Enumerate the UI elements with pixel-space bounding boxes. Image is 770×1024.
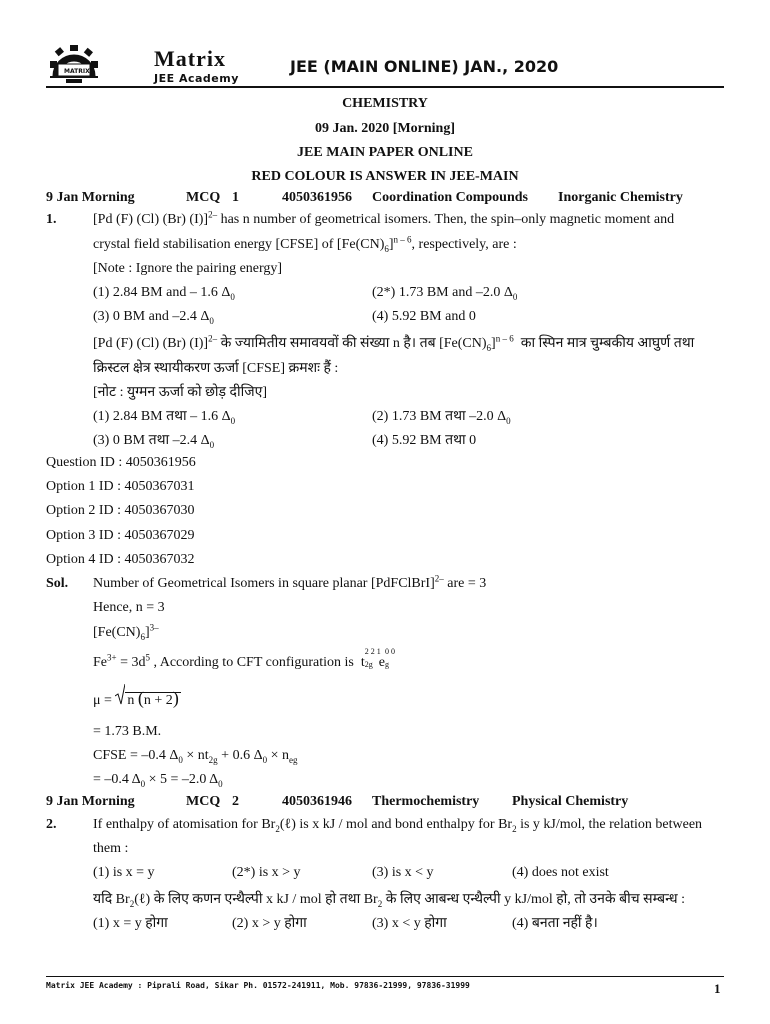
q2-branch: Physical Chemistry bbox=[512, 794, 629, 809]
q1-hindi-line1: [Pd (F) (Cl) (Br) (I)]$^{2-}$ के ज्यामितीय समावयवों की संख्या n है। तब $[Fe(CN)_6]^{n - 6}$ का स्पिन मात्र चुम्बकीय आघुर्ण तथा bbox=[93, 333, 695, 353]
option-4-id: Option 4 ID : 4050367032 bbox=[46, 552, 195, 567]
q1-type: MCQ bbox=[186, 190, 221, 205]
q1-topic: Coordination Compounds bbox=[372, 190, 528, 205]
sqrt-icon bbox=[115, 684, 125, 706]
sol-line5: = 1.73 B.M. bbox=[93, 724, 162, 739]
q2-qno: 2 bbox=[232, 794, 239, 809]
sol-cfse: CFSE = –0.4 $\Delta_0 \times nt_{2g} + 0.6$ $\Delta_0 \times n_{eg}$ bbox=[93, 748, 298, 765]
q2-topic: Thermochemistry bbox=[372, 794, 480, 809]
q2-option-1: (1) is x = y bbox=[93, 865, 155, 880]
paper-title: JEE MAIN PAPER ONLINE bbox=[297, 145, 473, 160]
sol-mu-formula: μ = n (n + 2) bbox=[93, 688, 181, 709]
q1-qno: 1 bbox=[232, 190, 239, 205]
logo-text: MATRIX bbox=[64, 68, 90, 75]
brand-subtitle: JEE Academy bbox=[154, 72, 239, 85]
q1-line2: crystal field stabilisation energy [CFSE] of $[Fe(CN)_6]^{n - 6}$, respectively, are : bbox=[93, 234, 517, 254]
q1-session: 9 Jan Morning bbox=[46, 190, 135, 205]
sol-line4: $Fe^{3+} = 3d^5$ , According to CFT configuration is t 2 2 1 2g e 0 0 g bbox=[93, 647, 395, 670]
q2-option-4: (4) does not exist bbox=[512, 865, 609, 880]
q1-hindi-line2: क्रिस्टल क्षेत्र स्थायीकरण ऊर्जा [CFSE] क्रमशः हैं : bbox=[93, 361, 339, 376]
date-title: 09 Jan. 2020 [Morning] bbox=[315, 121, 455, 136]
q2-hindi-line: यदि $Br_2(\ell)$ के लिए कणन एन्थैल्पी x kJ / mol हो तथा $Br_2$ के लिए आबन्ध एन्थैल्पी y kJ/mol हो, तो उनके बीच सम्बन्ध : bbox=[93, 892, 686, 909]
q2-line1: If enthalpy of atomisation for $Br_2(\ell)$ is x kJ / mol and bond enthalpy for $Br_2$ is y kJ/mol, the relation between bbox=[93, 817, 703, 834]
sol-cfse-result: = –0.4 $\Delta_0 \times 5 = -2.0$ $\Delta_0$ bbox=[93, 772, 223, 789]
q1-option-1: (1) 2.84 BM and – 1.6 $\Delta_0$ bbox=[93, 285, 235, 302]
q2-option-2: (2*) is x > y bbox=[232, 865, 301, 880]
answer-note: RED COLOUR IS ANSWER IN JEE-MAIN bbox=[251, 169, 519, 184]
sol-l1-sup: 2– bbox=[434, 573, 444, 584]
q1-hindi-option-2: (2) 1.73 BM तथा –2.0 $\Delta_0$ bbox=[372, 409, 511, 426]
q1-hindi-option-1: (1) 2.84 BM तथा – 1.6 $\Delta_0$ bbox=[93, 409, 236, 426]
q1-number: 1. bbox=[46, 212, 57, 227]
page-number: 1 bbox=[714, 981, 721, 996]
brand-name: Matrix bbox=[154, 46, 226, 71]
q1-id: 4050361956 bbox=[282, 190, 352, 205]
q1-hindi-option-3: (3) 0 BM तथा –2.4 $\Delta_0$ bbox=[93, 433, 215, 450]
question-id: Question ID : 4050361956 bbox=[46, 455, 196, 470]
q1-hindi-l1-text: के ज्यामितीय समावयवों की संख्या n है। तब [Fe(CN) bbox=[220, 336, 487, 351]
option-3-id: Option 3 ID : 4050367029 bbox=[46, 528, 195, 543]
sol-l1-end: are = 3 bbox=[447, 576, 487, 591]
q1-hindi-l1-end: का स्पिन मात्र चुम्बकीय आघुर्ण तथा bbox=[520, 336, 695, 351]
q2-line2: them : bbox=[93, 841, 129, 856]
footer-text: Matrix JEE Academy : Piprali Road, Sikar Ph. 01572-241911, Mob. 97836-21999, 97836-31999 bbox=[46, 981, 470, 990]
q1-option-2: (2*) 1.73 BM and –2.0 $\Delta_0$ bbox=[372, 285, 518, 302]
gear-logo-icon bbox=[48, 44, 100, 84]
q1-branch: Inorganic Chemistry bbox=[558, 190, 683, 205]
q2-hindi-option-4: (4) बनता नहीं है। bbox=[512, 916, 598, 931]
sol-label: Sol. bbox=[46, 576, 69, 591]
subject-title: CHEMISTRY bbox=[342, 96, 428, 111]
sol-line3: $[Fe(CN)_6]^{3-}$ bbox=[93, 622, 159, 642]
q2-type: MCQ bbox=[186, 794, 221, 809]
q1-option-4: (4) 5.92 BM and 0 bbox=[372, 309, 476, 324]
q1-hindi-option-4: (4) 5.92 BM तथा 0 bbox=[372, 433, 477, 448]
q1-hindi-note: [नोट : युग्मन ऊर्जा को छोड़ दीजिए] bbox=[93, 385, 267, 400]
option-1-id: Option 1 ID : 4050367031 bbox=[46, 479, 195, 494]
q2-session: 9 Jan Morning bbox=[46, 794, 135, 809]
q2-number: 2. bbox=[46, 817, 57, 832]
exam-title: JEE (MAIN ONLINE) JAN., 2020 bbox=[290, 57, 559, 76]
q1-line1: [Pd (F) (Cl) (Br) (I)]$^{2-}$ has n number of geometrical isomers. Then, the spin–only magnetic moment and bbox=[93, 209, 675, 227]
header-rule bbox=[46, 86, 724, 88]
q1-option-3: (3) 0 BM and –2.4 $\Delta_0$ bbox=[93, 309, 214, 326]
sol-line1 bbox=[93, 573, 487, 592]
sol-l1-text: Number of Geometrical Isomers in square planar [PdFClBrI] bbox=[93, 576, 435, 591]
footer-rule bbox=[46, 976, 724, 977]
q2-option-3: (3) is x < y bbox=[372, 865, 434, 880]
q2-hindi-option-2: (2) x > y होगा bbox=[232, 916, 307, 931]
q2-hindi-option-3: (3) x < y होगा bbox=[372, 916, 447, 931]
q2-hindi-option-1: (1) x = y होगा bbox=[93, 916, 168, 931]
q1-note: [Note : Ignore the pairing energy] bbox=[93, 261, 283, 276]
sol-line2: Hence, n = 3 bbox=[93, 600, 165, 615]
q2-id: 4050361946 bbox=[282, 794, 352, 809]
logo bbox=[48, 44, 100, 84]
option-2-id: Option 2 ID : 4050367030 bbox=[46, 503, 195, 518]
